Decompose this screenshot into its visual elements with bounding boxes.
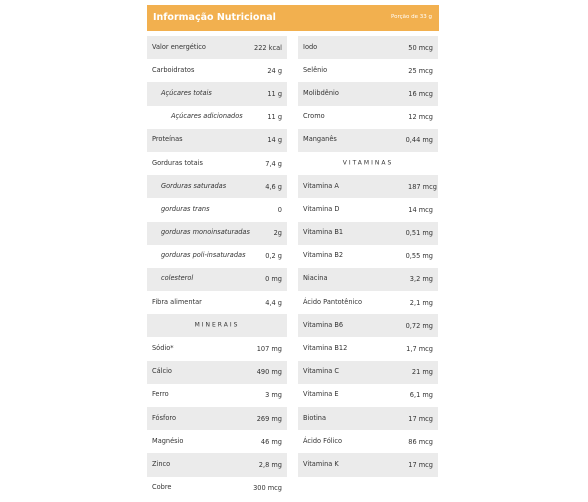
nutrient-label: Manganês bbox=[303, 135, 337, 144]
section-header bbox=[147, 314, 287, 337]
nutrient-label: Cálcio bbox=[152, 367, 172, 376]
nutrient-label: Açúcares adicionados bbox=[171, 112, 243, 121]
nutrient-row bbox=[147, 337, 287, 360]
nutrient-row bbox=[147, 361, 287, 384]
nutrient-value: 107 mg bbox=[256, 345, 282, 354]
nutrient-row bbox=[298, 384, 438, 407]
nutrient-value: 12 mcg bbox=[408, 113, 433, 122]
nutrient-label: Vitamina B1 bbox=[303, 228, 344, 237]
nutrient-label: Fibra alimentar bbox=[152, 297, 202, 306]
nutrient-row bbox=[298, 407, 438, 430]
nutrient-value: 490 mg bbox=[256, 368, 282, 377]
nutrient-label: Sódio* bbox=[152, 344, 174, 353]
nutrient-value: 6,1 mg bbox=[409, 391, 433, 400]
nutrient-value: 17 mcg bbox=[408, 414, 433, 423]
nutrient-value: 17 mcg bbox=[408, 460, 433, 469]
nutrient-row bbox=[298, 314, 438, 337]
nutrient-row bbox=[298, 430, 438, 453]
nutrient-row bbox=[298, 222, 438, 245]
nutrient-row bbox=[298, 82, 438, 105]
nutrient-value: 2g bbox=[273, 229, 282, 238]
nutrient-row bbox=[298, 291, 438, 314]
nutrient-row bbox=[147, 407, 287, 430]
nutrient-value: 86 mcg bbox=[408, 437, 433, 446]
nutrient-row bbox=[298, 361, 438, 384]
nutrient-label: Vitamina E bbox=[303, 390, 339, 399]
nutrient-value: 4,6 g bbox=[265, 182, 282, 191]
portion-size: Porção de 33 g bbox=[391, 14, 432, 20]
nutrient-label: Açúcares totais bbox=[161, 89, 212, 98]
nutrient-label: Vitamina B6 bbox=[303, 321, 344, 330]
nutrient-label: Selênio bbox=[303, 65, 328, 74]
section-header bbox=[298, 152, 438, 175]
nutrient-label: Vitamina B2 bbox=[303, 251, 344, 260]
nutrient-value: 4,4 g bbox=[265, 298, 282, 307]
nutrient-value: 300 mcg bbox=[253, 484, 282, 493]
nutrient-value: 11 g bbox=[267, 113, 282, 122]
nutrient-value: 0,51 mg bbox=[405, 229, 433, 238]
nutrient-label: Molibdênio bbox=[303, 89, 339, 98]
nutrient-row bbox=[147, 245, 287, 268]
nutrient-row bbox=[298, 106, 438, 129]
nutrient-row bbox=[298, 453, 438, 476]
nutrient-label: Cobre bbox=[152, 483, 172, 492]
nutrient-value: 0,72 mg bbox=[405, 321, 433, 330]
nutrient-label: Niacina bbox=[303, 274, 328, 283]
nutrient-label: Ferro bbox=[152, 390, 169, 399]
nutrient-row bbox=[147, 36, 287, 59]
nutrition-title: Informação Nutricional bbox=[153, 12, 276, 23]
nutrient-label: Ácido Fólico bbox=[303, 436, 343, 445]
nutrient-label: gorduras poli-insaturadas bbox=[161, 251, 246, 260]
nutrient-label: Vitamina B12 bbox=[303, 344, 348, 353]
nutrient-value: 0 bbox=[277, 205, 282, 214]
nutrient-row bbox=[298, 36, 438, 59]
nutrient-value: 2,8 mg bbox=[258, 460, 282, 469]
nutrients-column-left bbox=[147, 36, 287, 500]
nutrient-row bbox=[147, 175, 287, 198]
nutrient-row bbox=[147, 477, 287, 500]
nutrient-value: 46 mg bbox=[260, 437, 282, 446]
nutrient-row bbox=[298, 198, 438, 221]
nutrient-value: 0,44 mg bbox=[405, 136, 433, 145]
nutrient-row bbox=[298, 59, 438, 82]
nutrient-label: colesterol bbox=[161, 274, 194, 283]
nutrients-column-right bbox=[298, 36, 438, 477]
nutrient-value: 16 mcg bbox=[408, 89, 433, 98]
nutrient-label: Gorduras totais bbox=[152, 158, 203, 167]
nutrient-label: Valor energético bbox=[152, 42, 206, 51]
nutrient-value: 0,55 mg bbox=[405, 252, 433, 261]
nutrient-value: 2,1 mg bbox=[409, 298, 433, 307]
nutrient-label: Cromo bbox=[303, 112, 325, 121]
nutrient-label: Vitamina K bbox=[303, 460, 339, 469]
nutrient-row bbox=[298, 129, 438, 152]
nutrient-row bbox=[147, 453, 287, 476]
nutrient-value: 14 g bbox=[267, 136, 282, 145]
nutrient-row bbox=[147, 106, 287, 129]
nutrient-value: 187 mcg bbox=[408, 182, 437, 191]
nutrient-value: 269 mg bbox=[256, 414, 282, 423]
nutrient-value: 0 mg bbox=[265, 275, 282, 284]
nutrient-row bbox=[298, 268, 438, 291]
nutrient-row bbox=[147, 198, 287, 221]
nutrient-value: 3,2 mg bbox=[409, 275, 433, 284]
nutrient-value: 24 g bbox=[267, 66, 282, 75]
nutrient-label: Biotina bbox=[303, 413, 327, 422]
nutrient-label: Vitamina D bbox=[303, 205, 340, 214]
nutrient-row bbox=[147, 129, 287, 152]
nutrient-value: 11 g bbox=[267, 89, 282, 98]
nutrition-header bbox=[147, 5, 439, 31]
nutrient-label: Vitamina A bbox=[303, 181, 339, 190]
nutrient-row bbox=[147, 222, 287, 245]
nutrient-row bbox=[147, 430, 287, 453]
nutrient-value: 7,4 g bbox=[265, 159, 282, 168]
nutrient-row bbox=[298, 245, 438, 268]
nutrient-row bbox=[298, 337, 438, 360]
nutrient-value: 50 mcg bbox=[408, 43, 433, 52]
nutrient-value: 0,2 g bbox=[265, 252, 282, 261]
nutrient-row bbox=[147, 82, 287, 105]
nutrient-value: 14 mcg bbox=[408, 205, 433, 214]
nutrient-value: 3 mg bbox=[265, 391, 282, 400]
nutrient-label: Fósforo bbox=[152, 413, 176, 422]
nutrient-label: Proteínas bbox=[152, 135, 183, 144]
nutrient-row bbox=[147, 291, 287, 314]
section-title: VITAMINAS bbox=[342, 159, 394, 167]
nutrient-value: 1,7 mcg bbox=[406, 345, 433, 354]
nutrient-value: 25 mcg bbox=[408, 66, 433, 75]
nutrient-value: 222 kcal bbox=[254, 43, 282, 52]
nutrient-label: Vitamina C bbox=[303, 367, 339, 376]
nutrient-row bbox=[147, 59, 287, 82]
nutrient-value: 21 mg bbox=[411, 368, 433, 377]
nutrient-label: gorduras trans bbox=[161, 205, 210, 214]
nutrient-row bbox=[147, 152, 287, 175]
nutrient-label: Ácido Pantotênico bbox=[303, 297, 362, 306]
nutrient-label: Zinco bbox=[152, 460, 171, 469]
nutrient-row bbox=[298, 175, 438, 198]
nutrient-label: gorduras monoinsaturadas bbox=[161, 228, 250, 237]
nutrient-row bbox=[147, 268, 287, 291]
nutrient-label: Magnésio bbox=[152, 436, 184, 445]
nutrient-label: Gorduras saturadas bbox=[161, 181, 227, 190]
nutrient-label: Iodo bbox=[303, 42, 318, 51]
nutrient-label: Carboidratos bbox=[152, 65, 195, 74]
section-title: MINERAIS bbox=[194, 321, 240, 329]
nutrient-row bbox=[147, 384, 287, 407]
